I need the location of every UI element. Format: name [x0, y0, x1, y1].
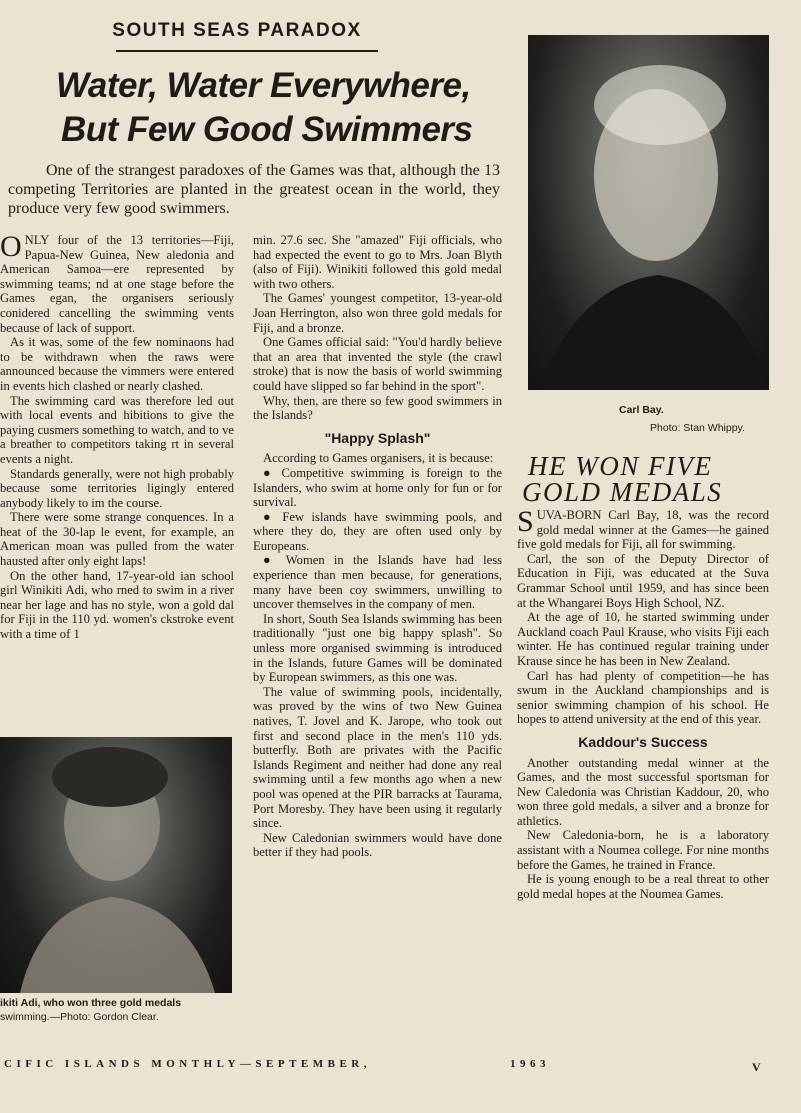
heading-he-won-five: HE WON FIVE [528, 451, 713, 481]
column-3-paragraph: Carl has had plenty of competition—he has swum in the Auckland championships and is senior swimming champion of his school. He hopes to attend university at the end of this year. [517, 668, 769, 727]
column-3-text: UVA-BORN Carl Bay, 18, was the record gold medal winner at the Games—he gained five gold medals for Fiji, all for swimming. [517, 508, 769, 552]
subhead-happy-splash: "Happy Splash" [324, 429, 431, 446]
column-1-text: NLY four of the 13 territories—Fiji, Papua-New Guinea, New aledonia and American Samoa—ere represented by swimming teams; nd at one stage before the Games egan, the organisers seriously conidered cancelling the swimming vents because of lack of support. [0, 233, 234, 335]
portrait-silhouette [0, 737, 232, 993]
column-2-paragraph: The Games' youngest competitor, 13-year-old Joan Herrington, also won three gold medals for Fiji, and a bronze. [253, 291, 502, 335]
column-1-paragraph: On the other hand, 17-year-old ian school girl Winikiti Adi, who rned to swim in a river near her lage and has no style, won a gold dal for Fiji in the 110 yd. women's ckstroke event with a time of 1 [0, 568, 234, 642]
column-2-paragraph: According to Games organisers, it is because: [263, 451, 494, 466]
photo-right-caption: Carl Bay. [619, 404, 664, 416]
headline-line-1: Water, Water Everywhere, [56, 66, 471, 105]
column-2-paragraph: The value of swimming pools, incidentally, was proved by the wins of two New Guinea natives, T. Jovel and K. Jarope, who took out first and second place in the men's 110 yds. butterfly. Both are privates with the Pacific Islands Regiment and neither had done any real swimming until a few months ago when a new pool was opened at the PIR barracks at Taurama, Port Moresby. They have been using it regularly since. [253, 684, 502, 831]
column-3-paragraph: Carl, the son of the Deputy Director of Education in Fiji, was educated at the Suva Grammar School until 1959, and has since been at the Whangarei Boys High School, NZ. [517, 551, 769, 610]
caption-line-2: swimming.—Photo: Gordon Clear. [0, 1011, 159, 1023]
footer-year: 1963 [510, 1058, 550, 1070]
column-2-paragraph: In short, South Sea Islands swimming has been traditionally "just one big happy splash". So unless more organised swimming is introduced in the Islands, future Games will be dominated by European swimmers, as this one was. [253, 611, 502, 685]
photo-carl-bay [528, 35, 769, 390]
column-1-paragraph: There were some strange conquences. In a heat of the 30-lap le event, for example, an American moan was pulled from the water hausted after only eight laps! [0, 510, 234, 569]
column-2-paragraph: New Caledonian swimmers would have done better if they had pools. [253, 830, 502, 860]
column-2-paragraph: Why, then, are there so few good swimmers in the Islands? [253, 393, 502, 423]
intro-text: One of the strangest paradoxes of the Games was that, although the 13 competing Territories are planted in the greatest ocean in the world, they produce very few good swimmers. [8, 162, 500, 217]
column-1 [0, 233, 234, 723]
column-1-first-paragraph [0, 233, 234, 335]
column-3-paragraph: Another outstanding medal winner at the Games, and the most successful sportsman for New Caledonia was Christian Kaddour, 20, who won three gold medals, a silver and a bronze for athletics. [517, 755, 769, 828]
column-1-paragraph: As it was, some of the few nominaons had to be withdrawn when the raws were announced because the vimmers were entered in events hich clashed or nearly clashed. [0, 335, 234, 393]
column-2-bullet: ● Women in the Islands have had less experience than men because, for generations, many have been coy swimmers, unwilling to uncover themselves in the company of men. [253, 553, 502, 612]
drop-cap: O [0, 233, 22, 263]
kicker: SOUTH SEAS PARADOX [112, 20, 362, 41]
column-1-paragraph: The swimming card was therefore led out with local events and hibitions to give the paying cusmers something to watch, and to ve a breather to competitors taking rt in several events a night. [0, 393, 234, 466]
portrait-silhouette [528, 35, 769, 390]
photo-winikiti-adi [0, 737, 232, 993]
page-number: V [752, 1060, 761, 1074]
column-2-bullet: ● Few islands have swimming pools, and where they do, they are often used only by Europeans. [253, 509, 502, 553]
photo-left-caption [0, 996, 240, 1024]
column-3 [517, 508, 769, 1043]
column-2-paragraph: min. 27.6 sec. She "amazed" Fiji officials, who had expected the event to go to Mrs. Joan Blyth (also of Fiji). Winikiti followed this gold medal with two others. [253, 233, 502, 291]
column-3-paragraph: New Caledonia-born, he is a laboratory assistant with a Noumea college. For nine months before the Games, he trained in France. [517, 828, 769, 872]
kicker-rule [116, 50, 378, 52]
headline-line-2: But Few Good Swimmers [61, 110, 473, 149]
column-2-paragraph: One Games official said: "You'd hardly believe that an area that invented the style (the crawl stroke) that is now the basis of world swimming could have slipped so far behind in the sport". [253, 335, 502, 393]
column-3-paragraph: He is young enough to be a real threat to other gold medal hopes at the Noumea Games. [517, 872, 769, 901]
drop-cap: S [517, 508, 534, 538]
column-3-paragraph: At the age of 10, he started swimming under Auckland coach Paul Krause, who visits Fiji each winter. He has continued regular training under Krause since he has been in New Zealand. [517, 610, 769, 668]
column-2 [253, 233, 502, 1038]
photo-right-credit: Photo: Stan Whippy. [650, 422, 745, 434]
heading-gold-medals: GOLD MEDALS [522, 477, 723, 507]
footer-masthead: CIFIC ISLANDS MONTHLY—SEPTEMBER, [4, 1058, 371, 1070]
column-2-bullet: ● Competitive swimming is foreign to the Islanders, who swim at home only for fun or for survival. [253, 465, 502, 510]
subhead-kaddours-success: Kaddour's Success [578, 733, 708, 750]
caption-line-1: ikiti Adi, who won three gold medals [0, 997, 182, 1009]
intro-paragraph [8, 161, 500, 218]
column-1-paragraph: Standards generally, were not high probably because some territories ligingly entered anybody likely to im the course. [0, 466, 234, 510]
column-3-first-paragraph [517, 508, 769, 552]
